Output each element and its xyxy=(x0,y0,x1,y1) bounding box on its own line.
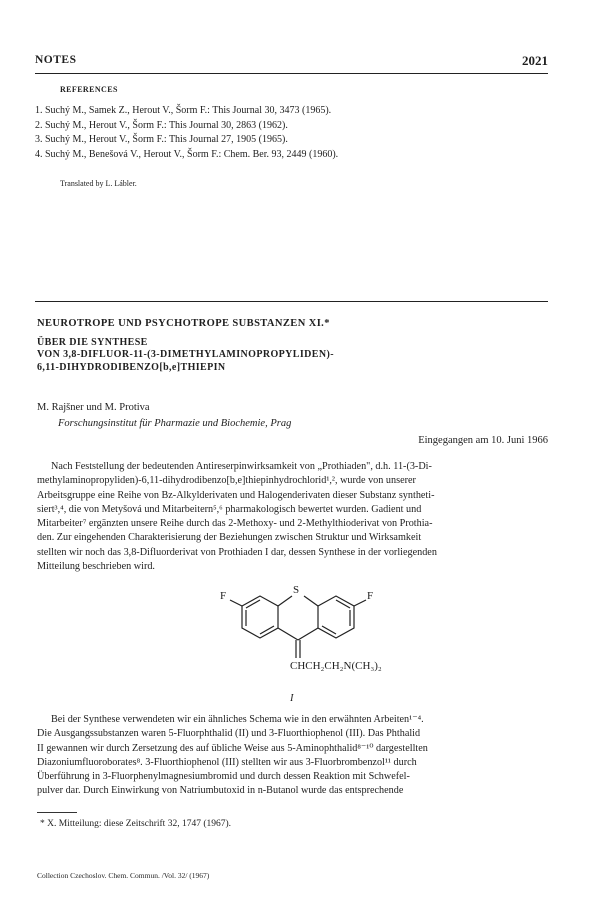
structure-drawing xyxy=(212,590,412,700)
references-heading: REFERENCES xyxy=(60,85,118,94)
text-line: pulver dar. Durch Einwirkung von Natriumbutoxid in n-Butanol wurde das entsprechende xyxy=(37,785,404,797)
title-line: NEUROTROPE UND PSYCHOTROPE SUBSTANZEN XI.* xyxy=(37,318,330,329)
header-rule xyxy=(35,73,548,74)
references-list xyxy=(35,104,338,162)
text-line: Überführung in 3-Fluorphenylmagnesiumbromid und durch dessen Reaktion mit Schwefel- xyxy=(37,771,410,783)
text-line: den. Zur eingehenden Charakterisierung der Beziehungen zwischen Struktur und Wirksamkeit xyxy=(37,532,422,544)
side-chain-formula: CHCH₂CH₂N(CH₃)₂ xyxy=(290,660,382,672)
translator-note: Translated by L. Lábler. xyxy=(60,179,137,188)
footnote-rule xyxy=(37,812,77,813)
article-title xyxy=(37,318,334,374)
institute: Forschungsinstitut für Pharmazie und Biochemie, Prag xyxy=(58,418,292,429)
text-line: Die Ausgangssubstanzen waren 5-Fluorphthalid (II) und 3-Fluorthiophenol (III). Das Phthalid xyxy=(37,728,421,740)
article-separator-rule xyxy=(35,301,548,302)
text-line: Bei der Synthese verwendeten wir ein ähnliches Schema wie in den erwähnten Arbeiten¹⁻⁴. xyxy=(51,714,424,725)
text-line: Diazoniumfluoroborates⁸. 3-Fluorthiophenol (III) stellten wir aus 3-Fluorbrombenzol¹¹ durch xyxy=(37,756,417,768)
page-header xyxy=(35,54,548,72)
text-line: methylaminopropyliden)-6,11-dihydrodibenzo[b,e]thiepinhydrochlorid¹,², wurde von unserer xyxy=(37,475,416,487)
page-footer: Collection Czechoslov. Chem. Commun. /Vol. 32/ (1967) xyxy=(37,871,210,880)
footnote: * X. Mitteilung: diese Zeitschrift 32, 1747 (1967). xyxy=(40,819,232,829)
text-line: II gewannen wir durch Zersetzung des auf übliche Weise aus 5-Aminophthalid⁸⁻¹⁰ dargestellten xyxy=(37,742,428,754)
chemical-structure xyxy=(212,584,412,700)
section-title: NOTES xyxy=(35,54,77,66)
authors: M. Rajšner und M. Protiva xyxy=(37,402,150,413)
text-line: Arbeitsgruppe eine Reihe von Bz-Alkylderivaten und Halogenderivaten dieser Substanz syntheti- xyxy=(37,489,435,501)
paragraph-synthesis xyxy=(37,713,549,799)
received-date: Eingegangen am 10. Juni 1966 xyxy=(418,435,548,446)
title-line: VON 3,8-DIFLUOR-11-(3-DIMETHYLAMINOPROPYLIDEN)- xyxy=(37,349,334,360)
text-line: Mitteilung beschrieben wird. xyxy=(37,561,155,573)
text-line: siert³,⁴, die von Metyšová und Mitarbeitern⁵,⁶ pharmakologisch bewertet wurden. Gadient und xyxy=(37,503,422,515)
structure-label: I xyxy=(290,693,294,704)
atom-fluorine-left: F xyxy=(220,590,227,602)
reference-item: 2. Suchý M., Herout V., Šorm F.: This Journal 30, 2863 (1962). xyxy=(35,119,288,131)
text-line: Nach Feststellung der bedeutenden Antireserpinwirksamkeit von „Prothiaden", d.h. 11-(3-Di- xyxy=(51,461,432,472)
title-line: 6,11-DIHYDRODIBENZO[b,e]THIEPIN xyxy=(37,361,226,373)
atom-fluorine-right: F xyxy=(367,590,374,602)
reference-item: 1. Suchý M., Samek Z., Herout V., Šorm F.: This Journal 30, 3473 (1965). xyxy=(35,105,332,116)
reference-item: 4. Suchý M., Benešová V., Herout V., Šorm F.: Chem. Ber. 93, 2449 (1960). xyxy=(35,148,339,160)
atom-sulfur: S xyxy=(293,584,300,596)
paragraph-intro xyxy=(37,460,549,574)
text-line: Mitarbeiter⁷ ergänzten unsere Reihe durch das 2-Methoxy- und 2-Methylthioderivat von Prothia- xyxy=(37,518,433,530)
title-line: ÜBER DIE SYNTHESE xyxy=(37,336,148,348)
page-number: 2021 xyxy=(522,53,548,68)
reference-item: 3. Suchý M., Herout V., Šorm F.: This Journal 27, 1905 (1965). xyxy=(35,134,288,145)
text-line: stellten wir noch das 3,8-Difluorderivat von Prothiaden I dar, dessen Synthese in der vorliegenden xyxy=(37,546,437,558)
